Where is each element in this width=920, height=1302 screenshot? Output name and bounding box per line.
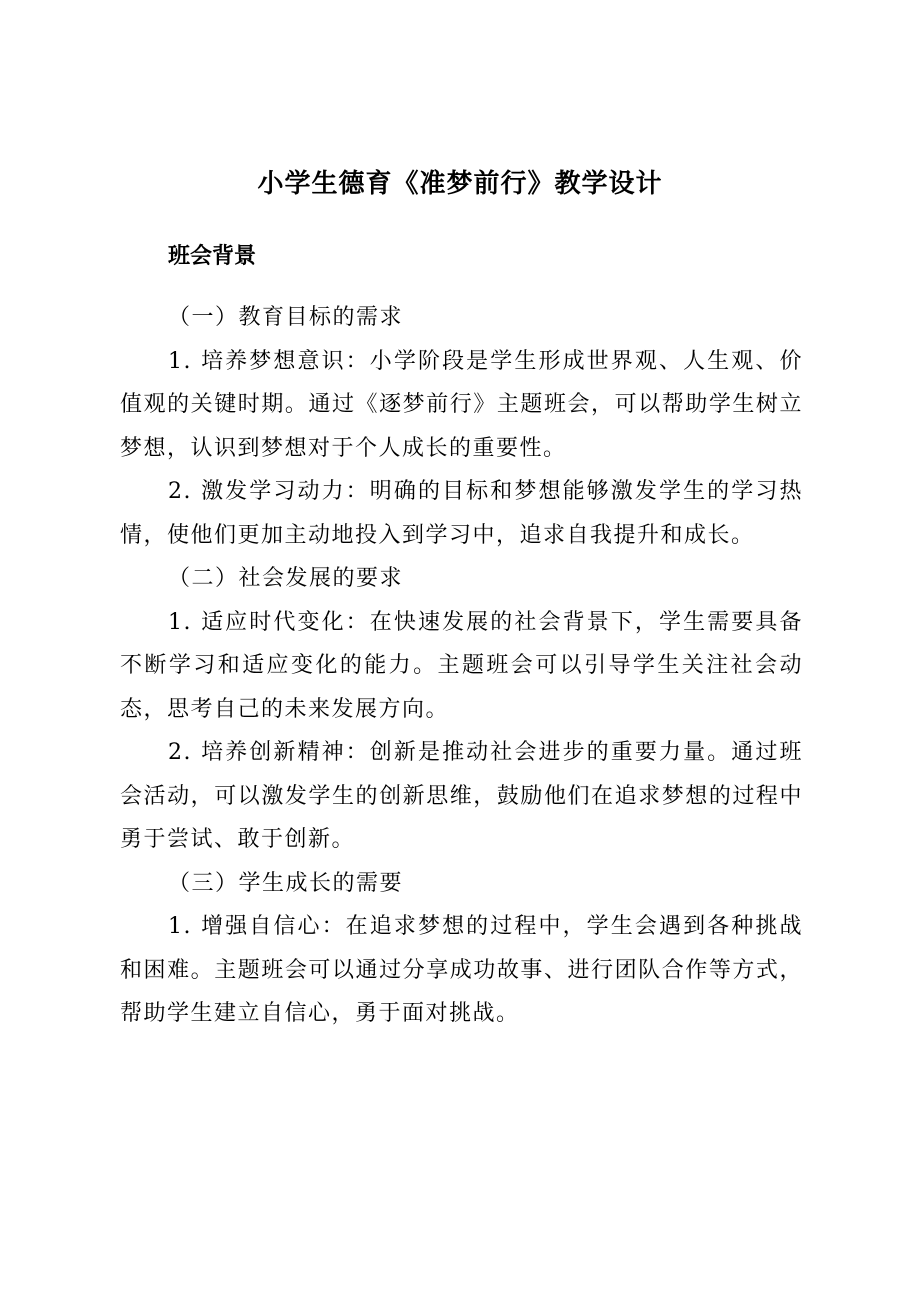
paragraph: 1. 适应时代变化：在快速发展的社会背景下，学生需要具备不断学习和适应变化的能力。主题班会可以引导学生关注社会动态，思考自己的未来发展方向。 <box>120 609 803 722</box>
paragraph: 1. 增强自信心：在追求梦想的过程中，学生会遇到各种挑战和困难。主题班会可以通过分享成功故事、进行团队合作等方式，帮助学生建立自信心，勇于面对挑战。 <box>120 914 803 1026</box>
document-title: 小学生德育《准梦前行》教学设计 <box>257 169 663 199</box>
subsection-heading: （二）社会发展的要求 <box>168 566 404 591</box>
paragraph: 2. 培养创新精神：创新是推动社会进步的重要力量。通过班会活动，可以激发学生的创新思维，鼓励他们在追求梦想的过程中勇于尝试、敢于创新。 <box>120 740 803 852</box>
section-heading: 班会背景 <box>168 244 257 269</box>
paragraph: 2. 激发学习动力：明确的目标和梦想能够激发学生的学习热情，使他们更加主动地投入到学习中，追求自我提升和成长。 <box>120 479 803 548</box>
paragraph: 1. 培养梦想意识：小学阶段是学生形成世界观、人生观、价值观的关键时期。通过《逐梦前行》主题班会，可以帮助学生树立梦想，认识到梦想对于个人成长的重要性。 <box>120 348 803 461</box>
subsection-heading: （三）学生成长的需要 <box>168 870 404 896</box>
document-body <box>120 296 803 1036</box>
subsection-heading: （一）教育目标的需求 <box>168 305 404 330</box>
